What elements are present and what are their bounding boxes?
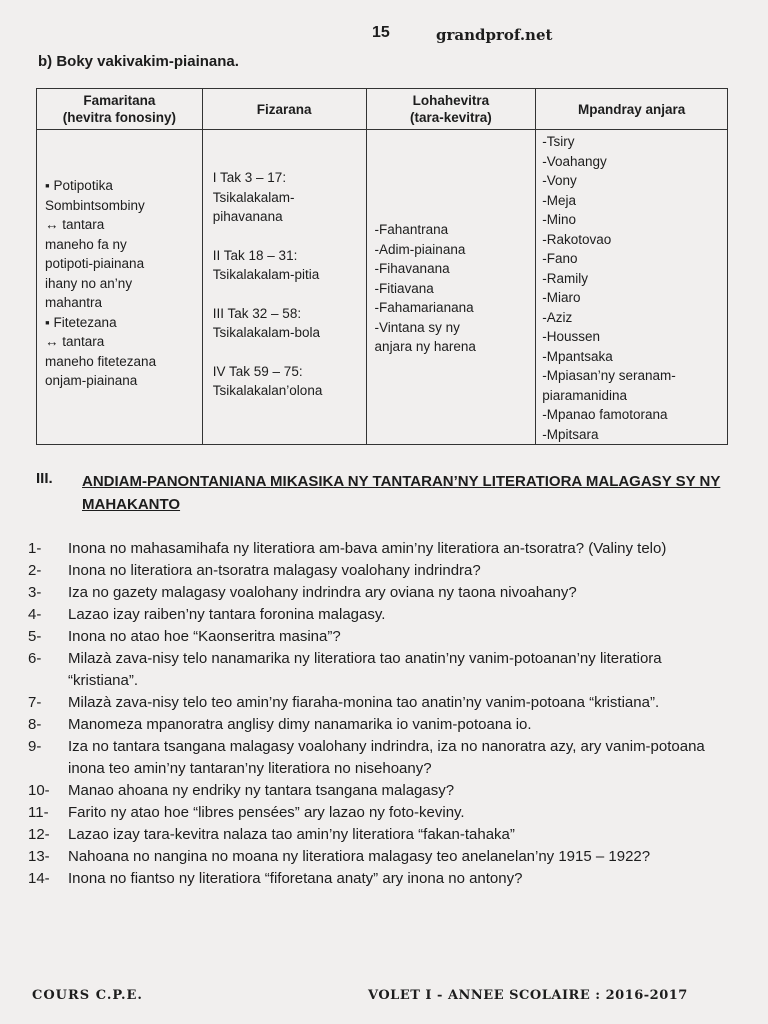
header-mpandray-anjara <box>536 89 728 130</box>
part-line: Tsikalakalam-pitia <box>212 267 320 282</box>
definition-line: ↔ tantara <box>45 334 105 349</box>
question-text: Lazao izay raiben’ny tantara foronina malagasy. <box>68 606 386 623</box>
question-list <box>28 538 728 890</box>
question-item <box>28 692 728 714</box>
character-line: piaramanidina <box>542 387 628 403</box>
question-text: Manao ahoana ny endriky ny tantara tsangana malagasy? <box>68 782 455 799</box>
character-line: -Mpitsara <box>542 426 599 442</box>
section-iii-number: III. <box>36 470 53 487</box>
cell-famaritana <box>37 130 203 445</box>
character-line: -Houssen <box>542 329 601 344</box>
question-text: Inona no literatiora an-tsoratra malagasy voalohany indrindra? <box>68 562 481 579</box>
character-line: -Fano <box>542 251 578 266</box>
question-number: 14- <box>28 870 50 887</box>
question-text: Inona no fiantso ny literatiora “fiforetana anaty” ary inona no antony? <box>68 870 523 887</box>
question-item <box>28 560 728 582</box>
question-number: 1- <box>28 540 42 557</box>
question-item <box>28 626 728 648</box>
header-lohahevitra <box>366 89 536 130</box>
question-item <box>28 538 728 560</box>
summary-table <box>36 88 728 445</box>
definition-line: onjam-piainana <box>45 373 138 388</box>
question-number: 4- <box>28 606 42 623</box>
part-line: pihavanana <box>212 209 283 224</box>
definition-line: ▪ Potipotika <box>45 178 113 193</box>
question-text: Milazà zava-nisy telo teo amin’ny fiaraha-monina tao anatin’ny vanim-potoana “kristiana”. <box>68 694 660 711</box>
character-line: -Mino <box>542 212 576 227</box>
question-item <box>28 824 728 846</box>
header-famaritana <box>37 89 203 130</box>
header-text: Mpandray anjara <box>577 101 686 117</box>
theme-line: anjara ny harena <box>374 339 476 354</box>
definition-line: maneho fa ny <box>45 236 127 252</box>
question-item <box>28 736 728 780</box>
part-line: Tsikalakalam-bola <box>212 325 321 340</box>
question-number: 11- <box>28 804 49 821</box>
header-text: Lohahevitra (tara-kevitra) <box>409 93 492 125</box>
character-line: -Mpiasan’ny seranam- <box>542 368 676 383</box>
theme-line: -Vintana sy ny <box>374 319 460 335</box>
character-line: -Meja <box>542 192 576 208</box>
part-line: Tsikalakalam- <box>212 189 295 205</box>
header-text: Famaritana (hevitra fonosiny) <box>62 93 177 125</box>
part-line: II Tak 18 – 31: <box>212 247 298 263</box>
question-item <box>28 714 728 736</box>
question-number: 9- <box>28 738 42 755</box>
character-line: -Aziz <box>542 309 573 325</box>
header-fizarana <box>202 89 366 130</box>
question-text: Manomeza mpanoratra anglisy dimy nanamarika io vanim-potoana io. <box>68 716 532 733</box>
question-item <box>28 780 728 802</box>
question-item <box>28 582 728 604</box>
question-text: Iza no tantara tsangana malagasy voalohany indrindra, iza no nanoratra azy, ary vanim-potoana inona teo amin’ny tantaran’ny literatiora no nisehoany? <box>68 738 705 777</box>
table-header-row <box>37 89 728 130</box>
question-text: Nahoana no nangina no moana ny literatiora malagasy teo anelanelan’ny 1915 – 1922? <box>68 848 651 865</box>
question-item <box>28 802 728 824</box>
cell-lohahevitra <box>366 130 536 445</box>
part-line: Tsikalakalan’olona <box>212 383 323 398</box>
theme-line: -Fahantrana <box>374 222 449 237</box>
character-line: -Tsiry <box>542 134 575 149</box>
table-row <box>37 130 728 445</box>
question-number: 8- <box>28 716 42 733</box>
definition-line: potipoti-piainana <box>45 256 145 271</box>
character-line: -Vony <box>542 173 577 188</box>
character-line: -Rakotovao <box>542 231 612 247</box>
theme-line: -Fahamarianana <box>374 300 474 315</box>
question-item <box>28 648 728 692</box>
character-line: -Mpanao famotorana <box>542 407 668 422</box>
question-number: 3- <box>28 584 42 601</box>
header-text: Fizarana <box>256 101 312 117</box>
character-line: -Miaro <box>542 290 581 305</box>
question-number: 12- <box>28 826 50 843</box>
question-text: Farito ny atao hoe “libres pensées” ary lazao ny foto-keviny. <box>68 804 465 821</box>
footer-course: COURS C.P.E. <box>32 988 143 1003</box>
question-text: Inona no mahasamihafa ny literatiora am-bava amin’ny literatiora an-tsoratra? (Valiny telo) <box>68 540 667 557</box>
definition-line: mahantra <box>45 295 103 310</box>
definition-line: Sombintsombiny <box>45 197 145 213</box>
question-item <box>28 868 728 890</box>
definition-line: ↔ tantara <box>45 217 105 232</box>
question-text: Lazao izay tara-kevitra nalaza tao amin’ny literatiora “fakan-tahaka” <box>68 826 515 843</box>
section-b-title: b) Boky vakivakim-piainana. <box>38 53 239 70</box>
part-line: IV Tak 59 – 75: <box>212 363 303 379</box>
question-text: Inona no atao hoe “Kaonseritra masina”? <box>68 628 341 645</box>
character-line: -Voahangy <box>542 153 607 169</box>
character-line: -Ramily <box>542 270 588 286</box>
footer-volume: VOLET I - ANNEE SCOLAIRE : 2016-2017 <box>368 988 688 1003</box>
section-iii-title: ANDIAM-PANONTANIANA MIKASIKA NY TANTARAN’NY LITERATIORA MALAGASY SY NY MAHAKANTO <box>82 473 721 513</box>
theme-line: -Adim-piainana <box>374 241 466 257</box>
cell-mpandray-anjara <box>536 130 728 445</box>
theme-line: -Fitiavana <box>374 280 434 296</box>
part-line: III Tak 32 – 58: <box>212 305 302 321</box>
question-item <box>28 846 728 868</box>
question-number: 7- <box>28 694 42 711</box>
site-watermark: grandprof.net <box>436 26 553 44</box>
question-text: Iza no gazety malagasy voalohany indrindra ary oviana ny taona nivoahany? <box>68 584 577 601</box>
cell-fizarana <box>202 130 366 445</box>
theme-line: -Fihavanana <box>374 261 450 276</box>
question-number: 10- <box>28 782 50 799</box>
definition-line: ihany no an’ny <box>45 275 133 291</box>
part-line: I Tak 3 – 17: <box>212 170 287 185</box>
definition-line: maneho fitetezana <box>45 353 157 369</box>
character-line: -Mpantsaka <box>542 348 613 364</box>
question-text: Milazà zava-nisy telo nanamarika ny literatiora tao anatin’ny vanim-potoanan’ny literatiora “kristiana”. <box>68 650 662 689</box>
question-number: 5- <box>28 628 42 645</box>
question-number: 2- <box>28 562 42 579</box>
definition-line: ▪ Fitetezana <box>45 314 117 330</box>
question-item <box>28 604 728 626</box>
question-number: 13- <box>28 848 50 865</box>
question-number: 6- <box>28 650 42 667</box>
page-number: 15 <box>372 24 390 41</box>
